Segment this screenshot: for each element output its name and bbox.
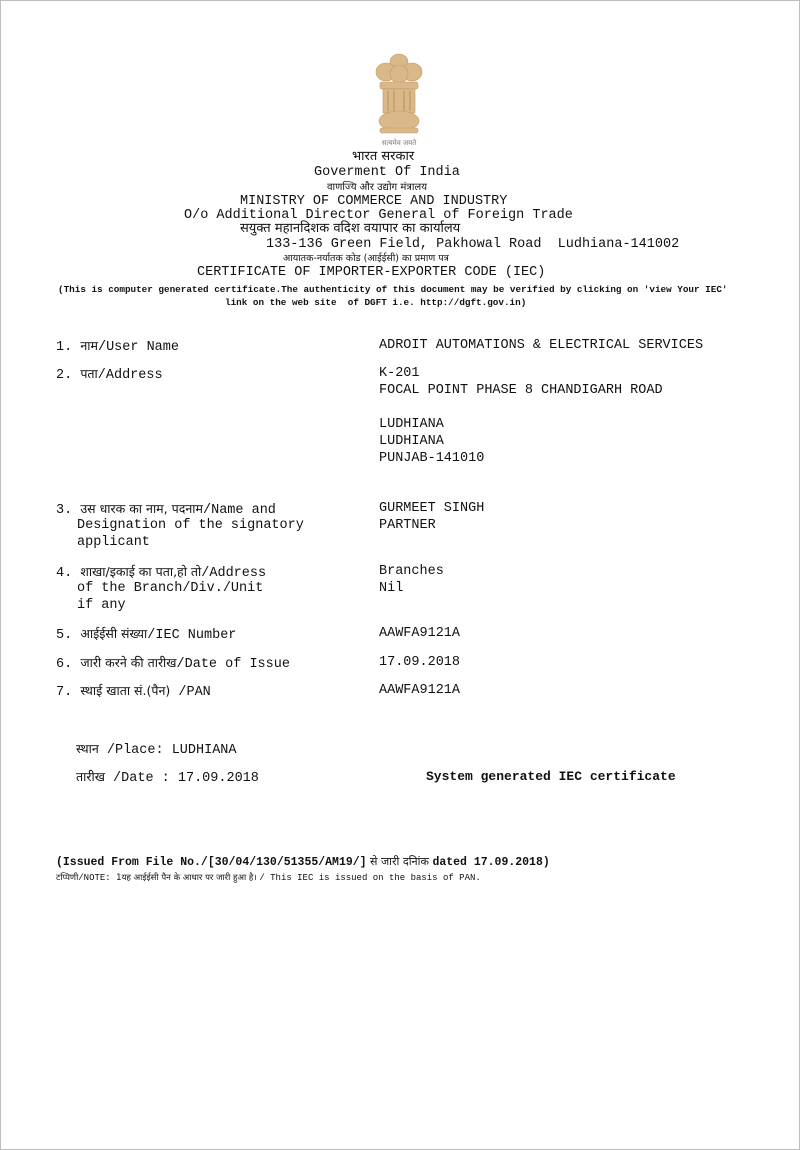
field-user-name-label: 1. नाम/User Name (56, 338, 179, 355)
field-pan-value: AAWFA9121A (379, 683, 461, 698)
field-signatory-name: GURMEET SINGH (379, 501, 485, 516)
disclaimer-line2: link on the web site of DGFT i.e. http://dgft.gov.in) (225, 297, 527, 308)
field-iec-number-label: 5. आईईसी संख्या/IEC Number (56, 626, 237, 643)
note-line: टप्पिणी/NOTE: 1यह आईईसी पैन के आधार पर जारी हुआ है। / This IEC is issued on the basis of PAN. (56, 873, 481, 883)
field-signatory-designation: PARTNER (379, 518, 436, 533)
field-pan-label: 7. स्थाई खाता सं.(पैन) /PAN (56, 683, 211, 700)
ministry-hindi: वाणज्यि और उद्योग मंत्रालय (327, 182, 428, 193)
field-user-name-value: ADROIT AUTOMATIONS & ELECTRICAL SERVICES (379, 338, 704, 353)
office-english: O/o Additional Director General of Foreign Trade (184, 208, 573, 223)
office-hindi: सयुक्त महानदिशक वदिश वयापार का कार्यालय (240, 221, 461, 236)
disclaimer-line1: (This is computer generated certificate.The authenticity of this document may be verified by clicking on 'view Your IEC' (58, 284, 728, 295)
field-branch-value-line2: Nil (379, 581, 404, 596)
govt-english: Goverment Of India (314, 165, 460, 180)
certificate-hindi: आयातक-नर्यातक कोड (आईईसी) का प्रमाण पत्र (283, 253, 449, 264)
govt-hindi: भारत सरकार (352, 149, 415, 164)
field-address-line5: LUDHIANA (379, 434, 444, 449)
field-signatory-label: 3. उस धारक का नाम, पदनाम/Name and (56, 501, 276, 518)
field-branch-label-line3: if any (77, 598, 126, 613)
svg-text:सत्यमेव जयते: सत्यमेव जयते (381, 139, 417, 147)
field-date-of-issue-value: 17.09.2018 (379, 655, 461, 670)
field-branch-label: 4. शाखा/इकाई का पता,हो तो/Address (56, 564, 267, 581)
office-address: 133-136 Green Field, Pakhowal Road Ludhiana-141002 (266, 237, 680, 252)
field-iec-number-value: AAWFA9121A (379, 626, 461, 641)
ministry-english: MINISTRY OF COMMERCE AND INDUSTRY (240, 194, 508, 209)
field-signatory-label-line2: Designation of the signatory (77, 518, 304, 533)
place-value: LUDHIANA (171, 743, 237, 758)
system-generated-label: System generated IEC certificate (426, 769, 676, 784)
field-signatory-label-line3: applicant (77, 535, 150, 550)
field-address-line6: PUNJAB-141010 (379, 451, 485, 466)
field-address-line4: LUDHIANA (379, 417, 444, 432)
field-address-line2: FOCAL POINT PHASE 8 CHANDIGARH ROAD (379, 383, 663, 398)
field-address-label: 2. पता/Address (56, 366, 163, 383)
field-branch-label-line2: of the Branch/Div./Unit (77, 581, 264, 596)
date-value: 17.09.2018 (177, 771, 259, 786)
certificate-title: CERTIFICATE OF IMPORTER-EXPORTER CODE (IEC) (197, 265, 546, 280)
field-branch-value-line1: Branches (379, 564, 444, 579)
issued-from-file: (Issued From File No./[30/04/130/51355/AM19/] से जारी दनिांक dated 17.09.2018) (56, 855, 550, 869)
date-line: तारीख /Date : 17.09.2018 (76, 769, 259, 786)
field-date-of-issue-label: 6. जारी करने की तारीख/Date of Issue (56, 655, 290, 672)
national-emblem-icon (366, 48, 432, 150)
place-line: स्थान /Place: LUDHIANA (76, 741, 237, 758)
field-address-line1: K-201 (379, 366, 420, 381)
